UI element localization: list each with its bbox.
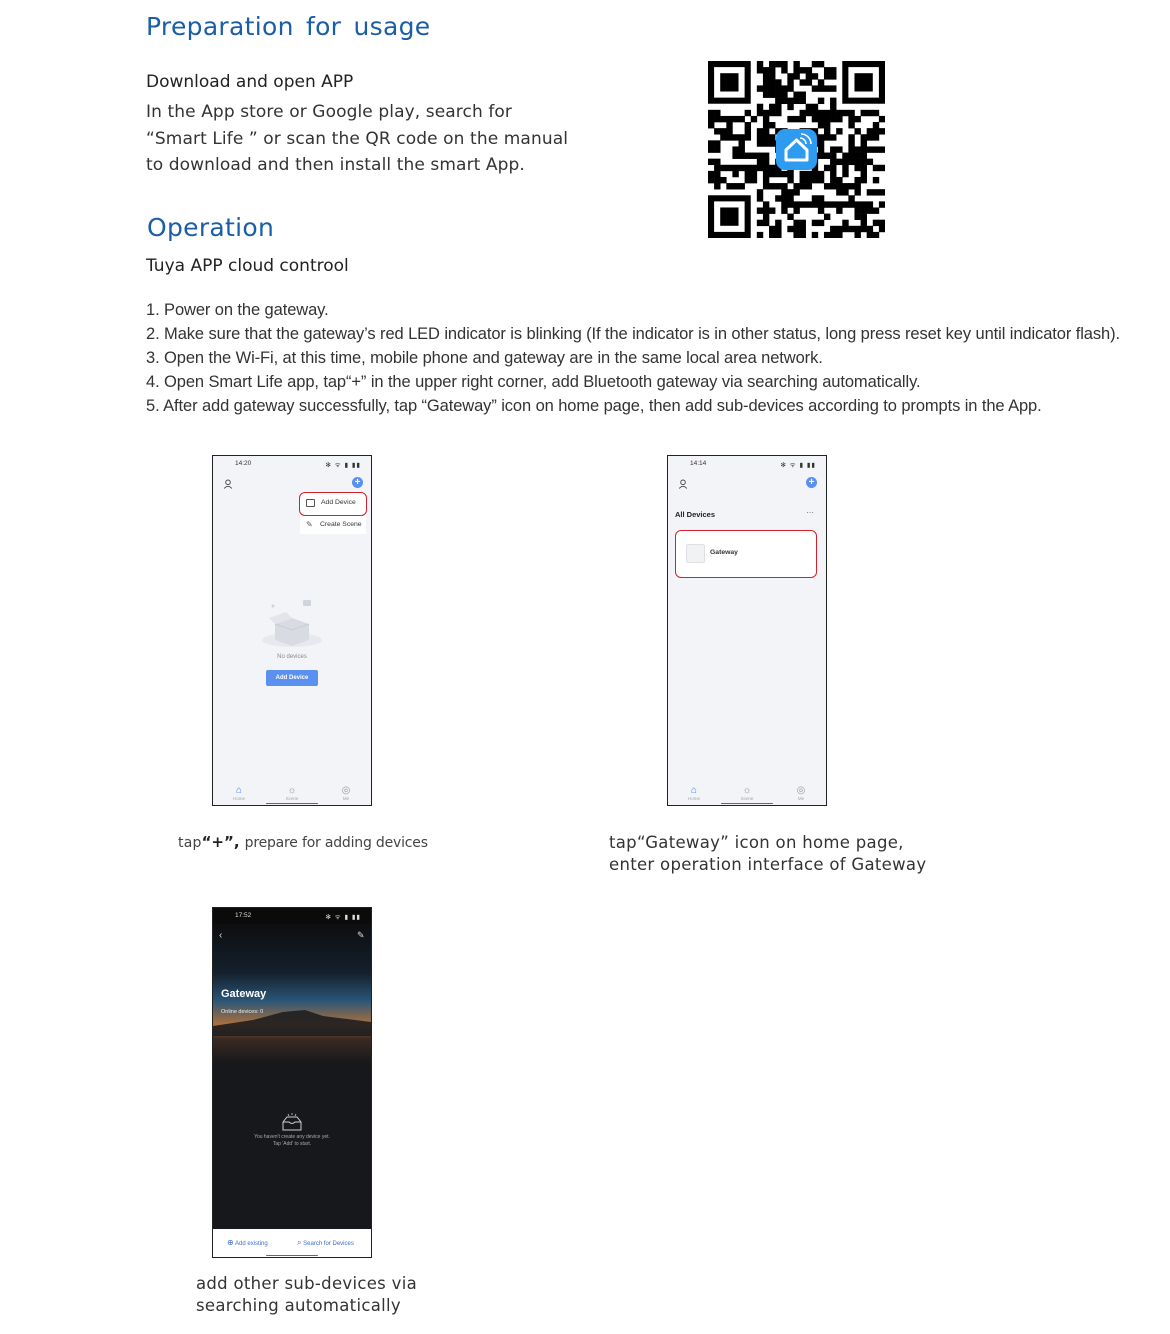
status-icons: ✻ ᯤ ▮ ▮▮ (325, 462, 361, 469)
operation-subtitle: Tuya APP cloud controol (146, 256, 349, 276)
status-bar (213, 460, 371, 470)
me-icon: ◎ (796, 785, 806, 796)
empty-state-text: You haven't create any device yet. Tap 'Add' to start. (254, 1134, 330, 1147)
caption-prefix: tap (178, 835, 202, 851)
more-icon[interactable]: ··· (806, 508, 814, 517)
all-devices-title: All Devices (675, 510, 716, 519)
scene-icon: ☼ (742, 785, 752, 796)
caption-rest: prepare for adding devices (244, 835, 428, 851)
empty-box-illustration (259, 596, 325, 648)
caption-line: tap“Gateway” icon on home page, (609, 833, 904, 852)
caption-line: searching automatically (196, 1296, 401, 1315)
tab-bar (213, 781, 371, 805)
phone-screen-home-empty (212, 455, 372, 806)
tab-scene[interactable]: ☼ Scene (277, 785, 307, 801)
phone-screen-all-devices (667, 455, 827, 806)
tab-bar (668, 781, 826, 805)
preparation-line: “Smart Life ” or scan the QR code on the manual (146, 128, 569, 149)
phone-screen-gateway (212, 907, 372, 1258)
plus-icon[interactable]: + (806, 477, 817, 488)
add-device-label: Add Device (321, 499, 356, 506)
tab-me[interactable]: ◎ Me (786, 785, 816, 801)
search-icon: ⌕ (297, 1238, 302, 1247)
steps-list (146, 298, 1120, 418)
status-time: 17:52 (235, 912, 252, 919)
preparation-line: to download and then install the smart App. (146, 155, 525, 175)
step-item: 3. Open the Wi-Fi, at this time, mobile phone and gateway are in the same local area network. (146, 349, 823, 367)
home-icon: ⌂ (690, 785, 698, 796)
caption-screen3 (196, 1273, 417, 1317)
me-icon: ◎ (341, 785, 351, 796)
online-devices: Online devices: 0 (221, 1009, 264, 1015)
add-device-button[interactable]: Add Device (266, 670, 318, 686)
user-icon[interactable] (678, 476, 688, 486)
status-time: 14:20 (235, 460, 252, 467)
qr-code (708, 61, 885, 238)
tab-home[interactable]: ⌂ Home (224, 785, 254, 801)
status-icons: ✻ ᯤ ▮ ▮▮ (325, 914, 361, 921)
caption-screen1 (178, 832, 428, 851)
step-item: 4. Open Smart Life app, tap“+” in the upper right corner, add Bluetooth gateway via searching automatically. (146, 373, 921, 391)
step-item: 5. After add gateway successfully, tap “Gateway” icon on home page, then add sub-devices according to prompts in the App. (146, 397, 1042, 415)
preparation-line: In the App store or Google play, search for (146, 102, 513, 122)
status-bar (668, 460, 826, 470)
back-icon[interactable]: ‹ (219, 930, 223, 941)
add-device-icon (306, 499, 315, 507)
no-devices-text: No devices (277, 654, 307, 660)
gateway-device-icon (686, 544, 705, 563)
scene-icon: ☼ (287, 785, 297, 796)
step-item: 2. Make sure that the gateway’s red LED indicator is blinking (If the indicator is in other status, long press reset key until indicator flash). (146, 325, 1120, 343)
bottom-action-bar (213, 1229, 371, 1257)
preparation-subtitle: Download and open APP (146, 72, 354, 92)
gateway-title: Gateway (221, 988, 267, 1000)
preparation-title: Preparation for usage (146, 12, 431, 41)
edit-icon[interactable]: ✎ (357, 930, 365, 940)
home-indicator (266, 1255, 318, 1257)
caption-screen2 (609, 832, 926, 876)
operation-title: Operation (147, 213, 275, 242)
status-icons: ✻ ᯤ ▮ ▮▮ (780, 462, 816, 469)
tab-me[interactable]: ◎ Me (331, 785, 361, 801)
preparation-text (146, 99, 568, 179)
gateway-device-card[interactable] (675, 530, 817, 578)
caption-line: enter operation interface of Gateway (609, 855, 927, 874)
home-indicator (721, 803, 773, 805)
smart-life-logo (776, 129, 817, 170)
add-device-menu-item[interactable] (299, 492, 367, 516)
caption-line: add other sub-devices via (196, 1274, 417, 1293)
plus-icon[interactable]: + (352, 477, 363, 488)
caption-key: “+”, (201, 833, 240, 851)
tab-scene[interactable]: ☼ Scene (732, 785, 762, 801)
home-icon: ⌂ (235, 785, 243, 796)
home-indicator (266, 803, 318, 805)
status-bar (213, 912, 371, 922)
gateway-device-name: Gateway (710, 549, 738, 556)
create-scene-label: Create Scene (320, 521, 362, 528)
create-scene-icon: ✎ (306, 520, 313, 529)
add-existing-button[interactable]: ⊕ Add existing (227, 1238, 268, 1247)
user-icon[interactable] (223, 476, 233, 486)
tab-home[interactable]: ⌂ Home (679, 785, 709, 801)
add-circle-icon: ⊕ (227, 1238, 234, 1247)
search-devices-button[interactable]: ⌕ Search for Devices (297, 1238, 354, 1247)
create-scene-menu-item[interactable] (300, 516, 366, 534)
step-item: 1. Power on the gateway. (146, 301, 329, 319)
status-time: 14:14 (690, 460, 707, 467)
empty-tray-icon (281, 1113, 303, 1133)
